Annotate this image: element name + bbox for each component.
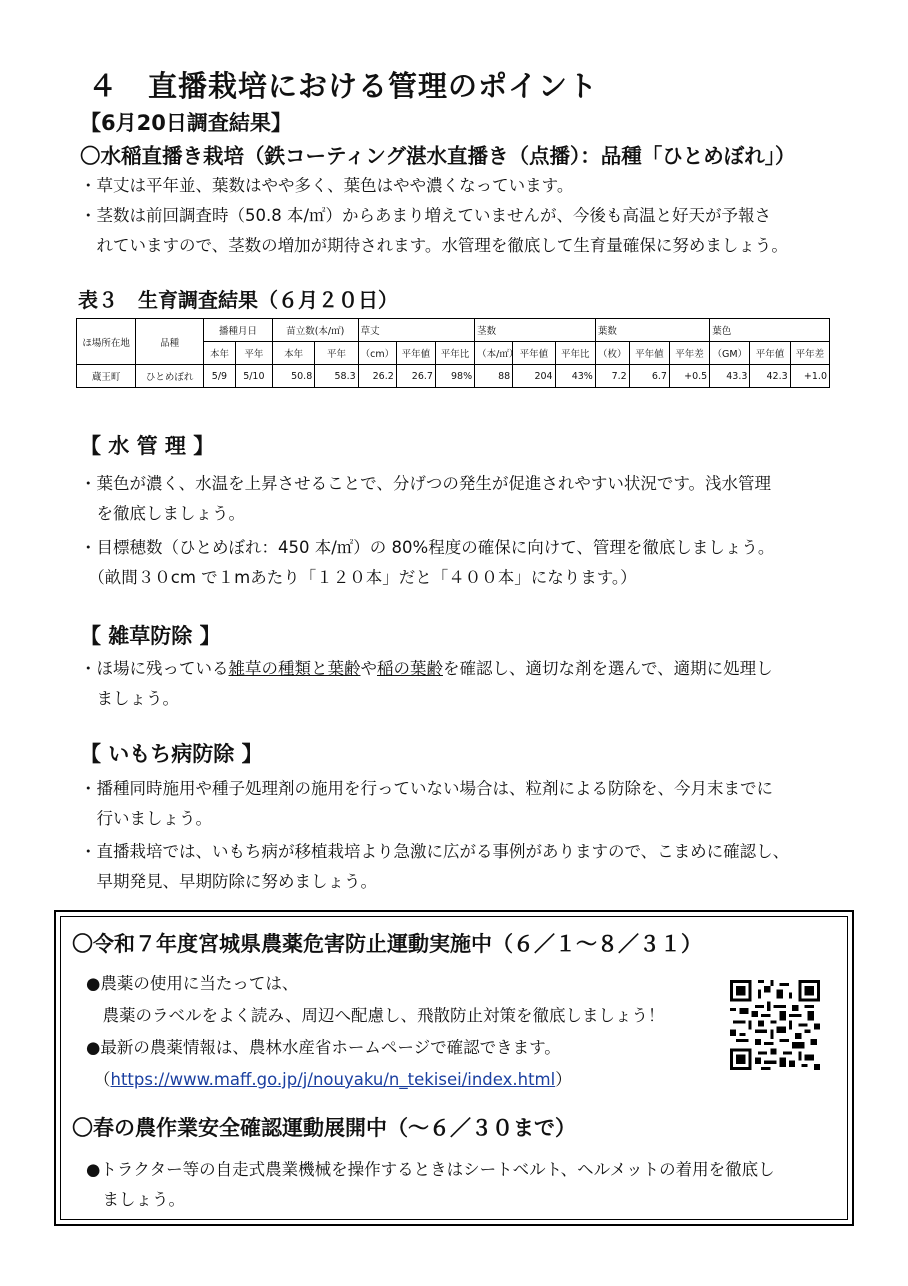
water-line: を徹底しましょう。 bbox=[80, 504, 245, 523]
water-line: ・葉色が濃く、水温を上昇させることで、分げつの発生が促進されやすい状況です。浅水管理 bbox=[80, 474, 772, 493]
th-leaves-normal: 平年値 bbox=[629, 342, 669, 365]
variety-heading: 〇水稲直播き栽培（鉄コーティング湛水直播き（点播）：品種「ひとめぼれ」） bbox=[80, 144, 796, 168]
water-line: （畝間３０cm で１mあたり「１２０本」だと「４００本」になります。） bbox=[80, 568, 637, 587]
cell-leaves-diff: +0.5 bbox=[669, 365, 709, 388]
notice-line: ●トラクター等の自走式農業機械を操作するときはシートベルト、ヘルメットの着用を徹底し bbox=[86, 1160, 775, 1179]
cell-seed-normal: 58.3 bbox=[315, 365, 358, 388]
th-height-ratio: 平年比 bbox=[435, 342, 474, 365]
weed-text: を確認し、適切な剤を選んで、適期に処理し bbox=[443, 659, 773, 678]
notice-link-line bbox=[94, 1066, 572, 1090]
blast-heading: 【 いもち病防除 】 bbox=[80, 742, 263, 766]
weed-heading: 【 雑草防除 】 bbox=[80, 624, 221, 648]
cell-seed-this: 50.8 bbox=[272, 365, 314, 388]
weed-line: ましょう。 bbox=[80, 689, 179, 708]
water-line: ・目標穂数（ひとめぼれ：450 本/㎡）の 80%程度の確保に向けて、管理を徹底しましょう。 bbox=[80, 538, 775, 557]
th-stems-normal: 平年値 bbox=[513, 342, 555, 365]
water-heading: 【 水 管 理 】 bbox=[80, 434, 215, 458]
th-seedling: 苗立数(本/㎡) bbox=[272, 319, 358, 342]
th-color-normal: 平年値 bbox=[750, 342, 790, 365]
th-sowing: 播種月日 bbox=[204, 319, 273, 342]
survey-bullet-cont: れていますので、茎数の増加が期待されます。水管理を徹底して生育量確保に努めましょう。 bbox=[80, 236, 788, 255]
cell-sow-normal: 5/10 bbox=[235, 365, 272, 388]
notice-heading-2: 〇春の農作業安全確認運動展開中（～６／３０まで） bbox=[72, 1116, 576, 1140]
notice-line: ●農薬の使用に当たっては、 bbox=[86, 974, 299, 993]
th-sow-this: 本年 bbox=[204, 342, 236, 365]
th-stems-unit: （本/㎡） bbox=[475, 342, 513, 365]
cell-stems-normal: 204 bbox=[513, 365, 555, 388]
th-seed-this: 本年 bbox=[272, 342, 314, 365]
cell-leaves-normal: 6.7 bbox=[629, 365, 669, 388]
th-location: ほ場所在地 bbox=[77, 319, 136, 365]
cell-color: 43.3 bbox=[710, 365, 750, 388]
page-title: ４ 直播栽培における管理のポイント bbox=[88, 69, 599, 103]
blast-line: 行いましょう。 bbox=[80, 809, 212, 828]
blast-line: 早期発見、早期防除に努めましょう。 bbox=[80, 872, 377, 891]
cell-color-normal: 42.3 bbox=[750, 365, 790, 388]
th-color-diff: 平年差 bbox=[790, 342, 829, 365]
table-row bbox=[77, 365, 830, 388]
weed-underline-2: 稲の葉齢 bbox=[377, 659, 443, 678]
blast-line: ・直播栽培では、いもち病が移植栽培より急激に広がる事例がありますので、こまめに確認し、 bbox=[80, 842, 790, 861]
notice-line: ましょう。 bbox=[86, 1190, 185, 1209]
notice-heading-1: 〇令和７年度宮城県農薬危害防止運動実施中（６／１～８／３１） bbox=[72, 932, 702, 956]
cell-color-diff: +1.0 bbox=[790, 365, 829, 388]
cell-height-normal: 26.7 bbox=[396, 365, 435, 388]
th-height-unit: （cm） bbox=[358, 342, 396, 365]
weed-text: ・ほ場に残っている bbox=[80, 659, 229, 678]
survey-heading: 【6月20日調査結果】 bbox=[80, 111, 292, 135]
th-stems: 茎数 bbox=[475, 319, 596, 342]
th-height: 草丈 bbox=[358, 319, 474, 342]
maff-link[interactable]: https://www.maff.go.jp/j/nouyaku/n_tekisei/index.html bbox=[110, 1070, 556, 1089]
cell-stems: 88 bbox=[475, 365, 513, 388]
th-color-unit: （GM） bbox=[710, 342, 750, 365]
paren-open: （ bbox=[94, 1070, 111, 1089]
th-color: 葉色 bbox=[710, 319, 830, 342]
th-leaves-unit: （枚） bbox=[595, 342, 629, 365]
notice-line: ●最新の農薬情報は、農林水産省ホームページで確認できます。 bbox=[86, 1038, 561, 1057]
weed-text: や bbox=[360, 659, 377, 678]
table-caption: 表３ 生育調査結果（６月２０日） bbox=[78, 288, 398, 312]
qr-code-icon bbox=[730, 980, 820, 1070]
cell-height-ratio: 98% bbox=[435, 365, 474, 388]
growth-survey-table bbox=[76, 318, 830, 388]
weed-line bbox=[80, 655, 773, 679]
cell-sow-this: 5/9 bbox=[204, 365, 236, 388]
survey-bullet: ・草丈は平年並、葉数はやや多く、葉色はやや濃くなっています。 bbox=[80, 176, 574, 195]
cell-height: 26.2 bbox=[358, 365, 396, 388]
cell-location: 蔵王町 bbox=[77, 365, 136, 388]
th-stems-ratio: 平年比 bbox=[555, 342, 595, 365]
cell-leaves: 7.2 bbox=[595, 365, 629, 388]
th-seed-normal: 平年 bbox=[315, 342, 358, 365]
survey-bullet: ・茎数は前回調査時（50.8 本/㎡）からあまり増えていませんが、今後も高温と好天が予報さ bbox=[80, 206, 772, 225]
th-leaves-diff: 平年差 bbox=[669, 342, 709, 365]
cell-variety: ひとめぼれ bbox=[136, 365, 204, 388]
notice-line: 農薬のラベルをよく読み、周辺へ配慮し、飛散防止対策を徹底しましょう！ bbox=[86, 1006, 665, 1025]
cell-stems-ratio: 43% bbox=[555, 365, 595, 388]
th-variety: 品種 bbox=[136, 319, 204, 365]
weed-underline-1: 雑草の種類と葉齢 bbox=[228, 659, 361, 678]
paren-close: ） bbox=[555, 1070, 572, 1089]
th-leaves: 葉数 bbox=[595, 319, 709, 342]
blast-line: ・播種同時施用や種子処理剤の施用を行っていない場合は、粒剤による防除を、今月末までに bbox=[80, 779, 773, 798]
th-sow-normal: 平年 bbox=[235, 342, 272, 365]
th-height-normal: 平年値 bbox=[396, 342, 435, 365]
